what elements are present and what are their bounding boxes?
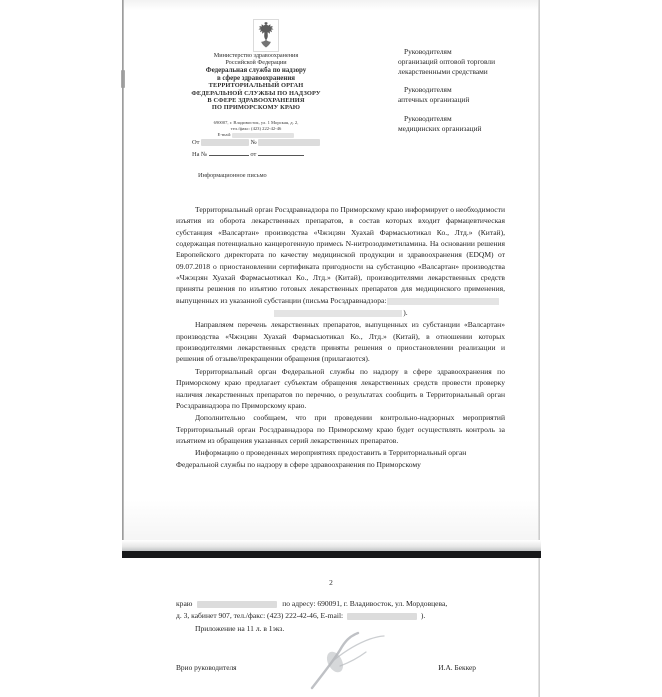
- body-paragraph-1-redaction-2: [274, 310, 402, 317]
- letterhead-line-6: ФЕДЕРАЛЬНОЙ СЛУЖБЫ ПО НАДЗОРУ: [191, 89, 321, 97]
- letterhead-line-2: Российской Федерации: [225, 58, 287, 66]
- body-paragraph-1-redaction: [387, 298, 499, 305]
- reference-from-label: От: [192, 139, 200, 146]
- letterhead-line-1: Министерство здравоохранения: [213, 52, 299, 59]
- page-separator-band: [122, 551, 541, 558]
- page-2-right-edge: [538, 558, 540, 697]
- letterhead-line-5: ТЕРРИТОРИАЛЬНЫЙ ОРГАН: [208, 82, 304, 90]
- addressee-1-line2: лекарственными средствами: [398, 66, 488, 76]
- reference-reply-date-label: от: [250, 151, 257, 158]
- letterhead-line-4: в сфере здравоохранения: [216, 74, 296, 82]
- signatory-name: И.А. Беккер: [438, 663, 476, 672]
- body-paragraph-1-close: ).: [403, 308, 408, 318]
- addressee-1: [398, 47, 538, 76]
- page-2-body: [176, 598, 506, 634]
- page-number: 2: [329, 578, 333, 587]
- body-paragraph-1-tail: [176, 307, 505, 318]
- body-paragraph-2: Направляем перечень лекарственных препаратов, выпущенных из субстанции «Валсартан» производства «Чжэцзян Хуахай Фармасьютикал Ко., Лтд.» (Китай), в отношении которых производителями лекарственных средств приняты решения о приостановлении реализации и решения об отзыве/прекращении обращения (прилагаются).: [176, 320, 505, 364]
- letter-body: [176, 204, 505, 470]
- page-2-line-1-redaction: [197, 601, 277, 608]
- addressee-2: [398, 85, 538, 105]
- page-2-line-2-redaction: [347, 613, 417, 620]
- attachment-note: Приложение на 11 л. в 1экз.: [195, 623, 285, 633]
- body-paragraph-4: Дополнительно сообщаем, что при проведении контрольно-надзорных мероприятий Территориальный орган Росздравнадзора по Приморскому краю будет осуществлять контроль за изъятием из обращения указанных серий лекарственных препаратов.: [176, 413, 505, 445]
- addressee-2-title: Руководителям: [404, 85, 452, 95]
- addressee-3-title: Руководителям: [404, 113, 452, 123]
- page-2-line-2-prefix: д. 3, кабинет 907, тел./факс: (423) 222-42-46, E-mail:: [176, 611, 344, 621]
- letterhead-line-7: В СФЕРЕ ЗДРАВООХРАНЕНИЯ: [207, 96, 305, 104]
- page-2-line-1: [176, 598, 506, 609]
- letterhead-address-block: [186, 120, 326, 139]
- reference-number-redaction: [258, 139, 320, 146]
- addressee-3: [398, 114, 538, 134]
- page-2-line-1-suffix: по адресу: 690091, г. Владивосток, ул. Мордовцева,: [282, 599, 448, 608]
- page-1-right-edge: [538, 0, 540, 552]
- reference-row-outgoing: [192, 137, 342, 148]
- letterhead-email-label: E-mail:: [217, 132, 232, 138]
- body-paragraph-3: Территориальный орган Федеральной службы по надзору в сфере здравоохранения по Приморскому краю предлагает субъектам обращения лекарственных средств провести проверку наличия лекарственных препаратов по перечню, о результатах сообщить в Территориальный орган Росздравнадзора по Приморскому краю.: [176, 366, 505, 410]
- body-paragraph-1: [176, 204, 505, 306]
- addressee-3-line1: медицинских организаций: [398, 123, 482, 133]
- scanner-gutter-right: [540, 0, 662, 697]
- reference-row-incoming: [192, 148, 342, 159]
- page-2-line-1-prefix: краю: [176, 599, 193, 608]
- addressee-2-line1: аптечных организаций: [398, 95, 470, 105]
- reference-from-redaction: [201, 139, 249, 146]
- scanner-gutter-left: [0, 0, 122, 697]
- letterhead-block: [186, 53, 326, 111]
- reference-number-label: №: [250, 139, 257, 146]
- page-2-line-2-suffix: ).: [420, 611, 426, 621]
- subject-line: Информационное письмо: [198, 172, 267, 179]
- scan-shading-bottom: [122, 500, 540, 545]
- reference-reply-label: На №: [192, 151, 208, 158]
- document-page-1: [122, 0, 540, 557]
- scan-shading-top: [122, 0, 540, 10]
- page-edge-clip-mark: [121, 70, 125, 88]
- letterhead-phone: тел./факс: (423) 222-42-46: [230, 126, 282, 132]
- coat-of-arms-icon: [253, 19, 279, 52]
- addressee-1-line1: организаций оптовой торговли: [398, 56, 496, 66]
- document-page-2: [122, 558, 540, 697]
- reference-reply-date-rule: [258, 148, 304, 156]
- body-paragraph-1-text: Территориальный орган Росздравнадзора по Приморскому краю информирует о необходимости изъятия из оборота лекарственных препаратов, в состав которых входит фармацевтическая субстанция «Валсартан» производства «Чжэцзян Хуахай Фармасьютикал Ко., Лтд.» (Китай), содержащая потенциально канцерогенную примесь N-нитрозодиметиламина. На основании решения Европейского директората по качеству медицинской продукции и здравоохранения (EDQM) от 09.07.2018 о приостановлении сертификата пригодности на субстанцию «Валсартан» производства «Чжэцзян Хуахай Фармасьютикал Ко., Лтд.» (Китай), производителями лекарственных средств приняты решения по изъятию готовых лекарственных препаратов для медицинского применения, выпущенных из указанной субстанции (письма Росздравнадзора:: [176, 205, 505, 305]
- body-paragraph-5: Информацию о проведенных мероприятиях предоставить в Территориальный орган Федеральной службы по надзору в сфере здравоохранения по Приморскому: [176, 448, 467, 469]
- addressee-1-title: Руководителям: [404, 47, 452, 56]
- letterhead-line-8: ПО ПРИМОРСКОМУ КРАЮ: [211, 103, 301, 111]
- signatory-title: Врио руководителя: [176, 663, 237, 672]
- reference-block: [192, 137, 342, 159]
- page-2-line-2: [176, 610, 506, 621]
- letterhead-line-3: Федеральная служба по надзору: [205, 66, 307, 74]
- letterhead-address: 690007, г. Владивосток, ул. 1 Морская, д. 2,: [213, 120, 299, 125]
- reference-reply-rule: [209, 148, 249, 156]
- addressee-block: [398, 47, 538, 142]
